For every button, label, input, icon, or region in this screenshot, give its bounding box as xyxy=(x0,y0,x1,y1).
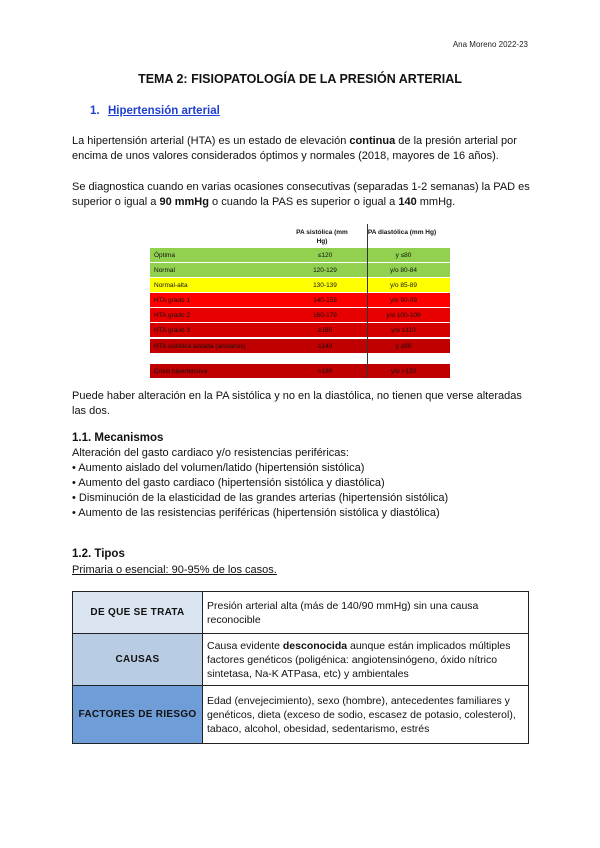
bp-diastolic: y ≤90 xyxy=(395,342,412,350)
mecanismos-bullet-4: • Aumento de las resistencias periféricas (hipertensión sistólica y diastólica) xyxy=(72,507,440,519)
info-row-causas xyxy=(73,634,529,686)
bp-systolic: 160-179 xyxy=(313,311,337,319)
bp-row-hta-1 xyxy=(150,293,450,307)
bp-category: HTA grado 3 xyxy=(154,326,191,334)
bold-140: 140 xyxy=(398,196,417,208)
bp-category: Óptima xyxy=(154,251,175,259)
bp-systolic: 140-159 xyxy=(313,296,337,304)
bp-row-normal xyxy=(150,263,450,277)
text-span: o cuando la PAS es superior o igual a xyxy=(208,196,399,208)
bp-systolic: 120-129 xyxy=(313,266,337,274)
mecanismos-intro: Alteración del gasto cardiaco y/o resistencias periféricas: xyxy=(72,447,349,459)
info-row-que-es xyxy=(73,592,529,634)
intro-paragraph-1 xyxy=(72,134,532,164)
mecanismos-bullet-2: • Aumento del gasto cardiaco (hipertensión sistólica y diastólica) xyxy=(72,477,385,489)
bp-diastolic: y ≤80 xyxy=(395,251,412,259)
bp-row-hta-2 xyxy=(150,308,450,322)
bp-category: HTA sistólica aislada (ancianos) xyxy=(154,342,246,350)
bp-category: Normal xyxy=(154,266,175,274)
header-author-year: Ana Moreno 2022-23 xyxy=(452,40,528,49)
bp-diastolic: y/o 80-84 xyxy=(389,266,418,274)
bp-row-hta-3 xyxy=(150,323,450,337)
bp-systolic: ≤120 xyxy=(317,251,333,259)
info-label: DE QUE SE TRATA xyxy=(73,592,203,634)
bp-row-normal-alta xyxy=(150,278,450,292)
bold-continua: continua xyxy=(349,135,396,147)
info-text: Presión arterial alta (más de 140/90 mmHg) sin una causa reconocible xyxy=(203,592,529,634)
after-table-paragraph: Puede haber alteración en la PA sistólica y no en la diastólica, no tienen que verse alteradas las dos. xyxy=(72,390,522,417)
info-row-factores xyxy=(73,686,529,744)
bp-category: Crisis hipertensiva xyxy=(154,367,208,375)
text-span: aunque están implicados múltiples factores genéticos (poligénica: angiotensinógeno, óxido nítrico sintetasa, Na-K ATPasa, etc) y ambientales xyxy=(207,639,511,680)
bp-row-optima xyxy=(150,248,450,262)
bp-header-systolic: PA sistólica (mm Hg) xyxy=(296,229,348,245)
tipos-subtitle: Primaria o esencial: 90-95% de los casos. xyxy=(72,564,277,576)
bp-systolic: 130-139 xyxy=(313,281,337,289)
bp-column-divider xyxy=(367,224,368,378)
bp-diastolic: y/o 100-109 xyxy=(386,311,421,319)
mecanismos-title: 1.1. Mecanismos xyxy=(72,432,164,444)
page-title: TEMA 2: FISIOPATOLOGÍA DE LA PRESIÓN ARTERIAL xyxy=(138,72,462,86)
text-span: de la presión arterial por encima de unos valores considerados óptimos y normales (2018, mayores de 16 años). xyxy=(72,135,517,162)
bp-diastolic: y/o 85-89 xyxy=(389,281,418,289)
bold-90mmhg: 90 mmHg xyxy=(159,196,209,208)
tipos-title: 1.2. Tipos xyxy=(72,548,125,560)
intro-paragraph-2 xyxy=(72,180,532,210)
bp-diastolic: y/o ≥110 xyxy=(391,326,416,334)
bp-row-crisis xyxy=(150,364,450,378)
bp-row-hta-sistolica xyxy=(150,339,450,353)
text-span: Se diagnostica cuando en varias ocasiones consecutivas (separadas 1-2 semanas) la PAD es superior o igual a xyxy=(72,181,530,208)
section-title-link[interactable]: Hipertensión arterial xyxy=(108,105,220,117)
text-span: Causa evidente xyxy=(207,639,283,652)
bp-category: HTA grado 1 xyxy=(154,296,191,304)
info-label: FACTORES DE RIESGO xyxy=(73,686,203,744)
info-label: CAUSAS xyxy=(73,634,203,686)
info-text xyxy=(203,634,529,686)
text-span: La hipertensión arterial (HTA) es un estado de elevación xyxy=(72,135,350,147)
bp-diastolic: y/o >120 xyxy=(390,367,417,375)
bp-header-diastolic: PA diastólica (mm Hg) xyxy=(367,229,437,236)
text-span: mmHg. xyxy=(416,196,456,208)
info-table xyxy=(72,591,529,744)
bold-desconocida: desconocida xyxy=(282,639,348,652)
mecanismos-bullet-1: • Aumento aislado del volumen/latido (hipertensión sistólica) xyxy=(72,462,365,474)
bp-category: Normal-alta xyxy=(154,281,188,289)
bp-category: HTA grado 2 xyxy=(154,311,191,319)
bp-systolic: ≥180 xyxy=(317,326,333,334)
bp-diastolic: y/o 90-99 xyxy=(389,296,418,304)
section-number: 1. xyxy=(90,105,100,117)
bp-systolic: ≥140 xyxy=(317,342,333,350)
bp-systolic: >180 xyxy=(317,367,333,375)
mecanismos-bullet-3: • Disminución de la elasticidad de las grandes arterias (hipertensión sistólica) xyxy=(72,492,449,504)
info-text: Edad (envejecimiento), sexo (hombre), antecedentes familiares y genéticos, dieta (exceso de sodio, escasez de potasio, colesterol), tabaco, alcohol, obesidad, sedentarismo, estrés xyxy=(203,686,529,744)
